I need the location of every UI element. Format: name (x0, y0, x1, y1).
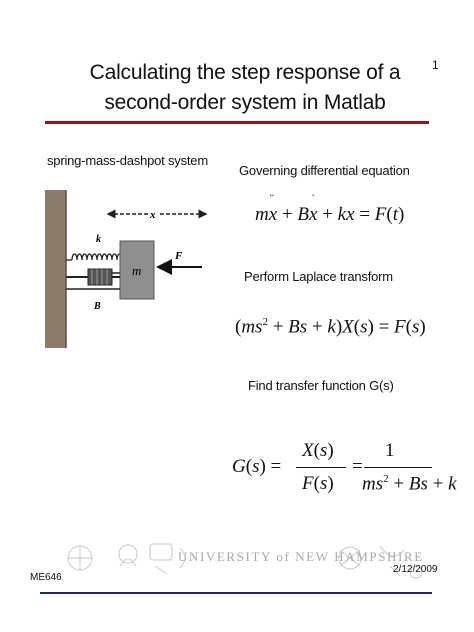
dashpot (66, 269, 120, 285)
title-line-1: Calculating the step response of a (89, 61, 401, 84)
transfer-function-equation: G(s) = X(s) F(s) = 1 $ms^2 + Bs + k$ (232, 440, 457, 495)
title-line-2: second-order system in Matlab (104, 91, 386, 114)
spring-mass-dashpot-diagram (40, 185, 215, 350)
m-label: m (132, 263, 142, 278)
F-label: F (175, 250, 183, 262)
B-label: B (94, 301, 101, 312)
university-logo-text: UNIVERSITY of NEW HAMPSHIRE (178, 549, 424, 564)
diagram-caption: spring-mass-dashpot system (47, 153, 208, 168)
footer-date: 2/12/2009 (393, 564, 438, 575)
section-label-governing-equation: Governing differential equation (239, 163, 410, 178)
footer-course: ME646 (30, 572, 62, 583)
laplace-equation: $(ms^2 + Bs + k)X(s) = F(s)$ (235, 316, 426, 338)
page-number: 1 (432, 58, 439, 72)
section-label-transfer-function: Find transfer function G(s) (248, 378, 394, 393)
differential-equation: mx ¨ + Bx ˙ + kx = F(t) (255, 191, 405, 225)
slide-title (60, 58, 430, 118)
section-label-laplace: Perform Laplace transform (244, 269, 393, 284)
k-label: k (96, 234, 101, 245)
x-label: x (150, 209, 156, 221)
spring (66, 254, 127, 260)
wall (45, 190, 66, 348)
title-rule (45, 121, 429, 124)
footer-rule (40, 592, 432, 594)
